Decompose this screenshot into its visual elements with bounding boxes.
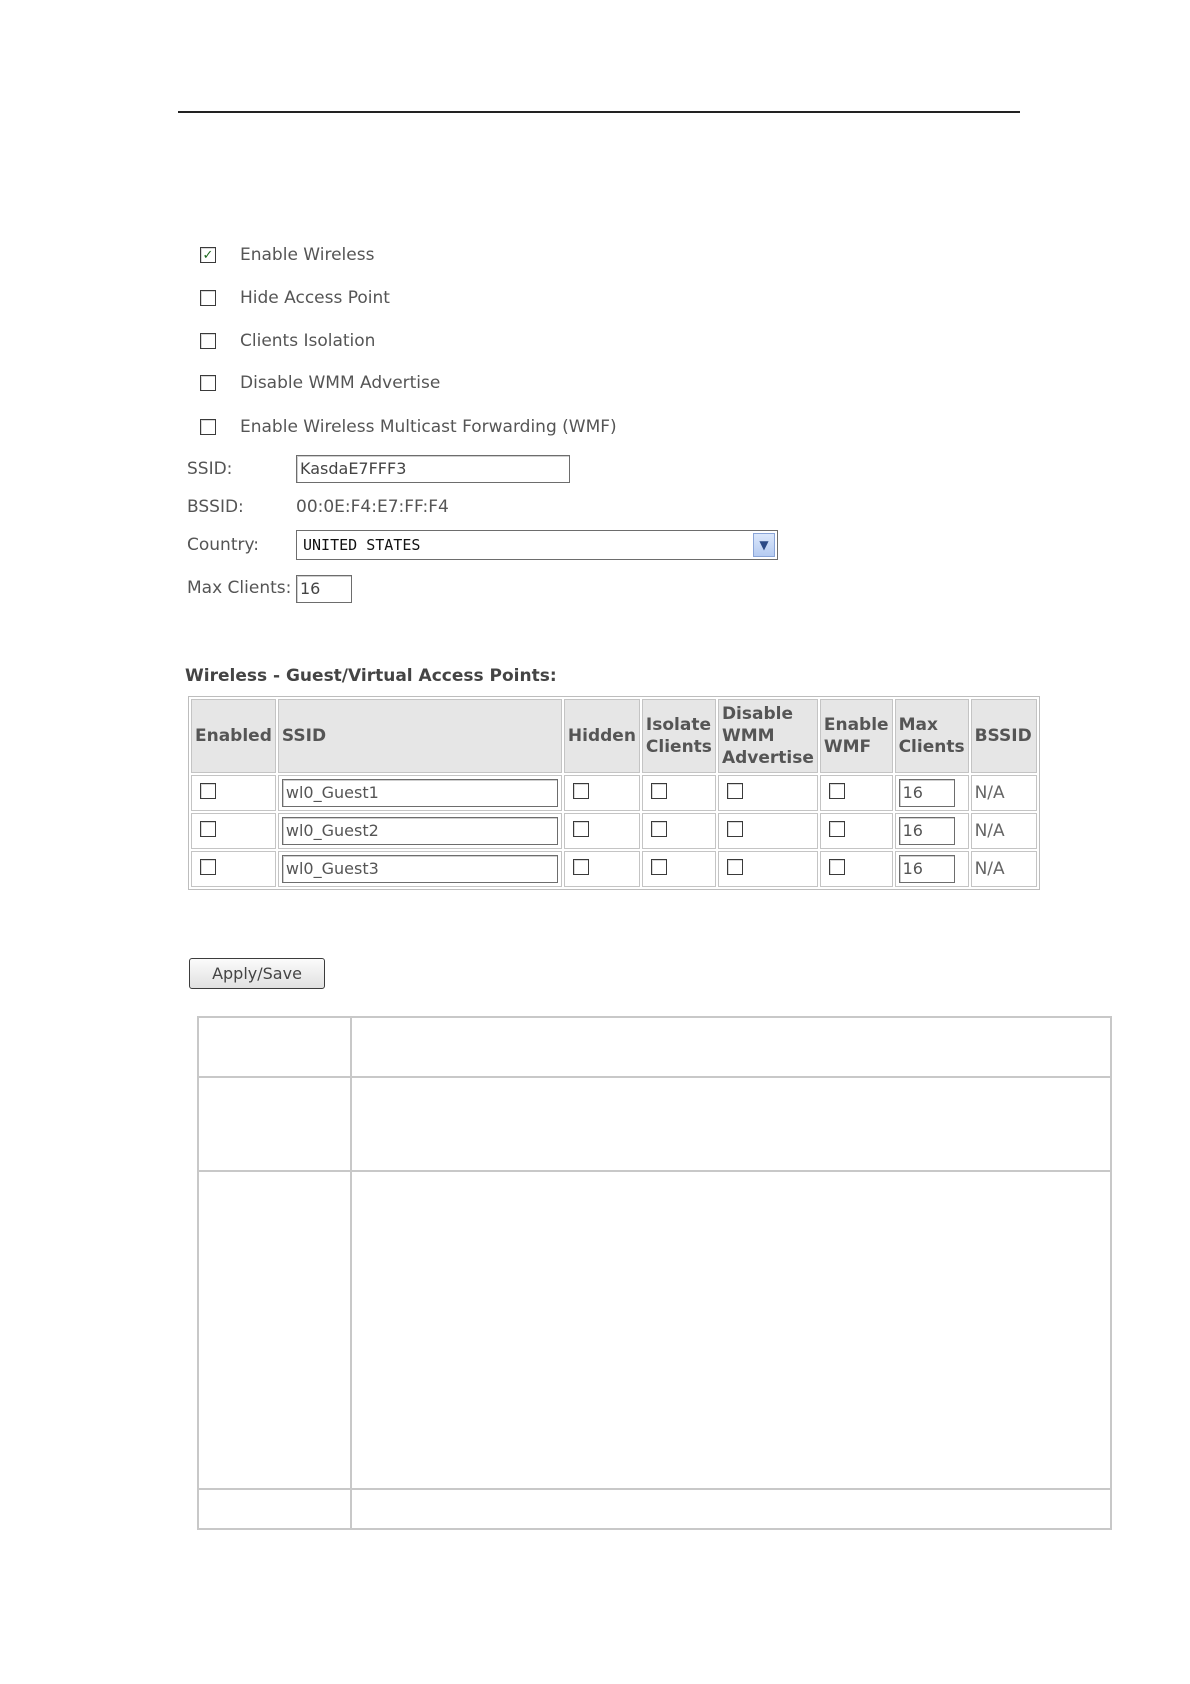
option-label: Clients Isolation: [240, 331, 376, 351]
guest-isolate-checkbox[interactable]: [651, 859, 667, 875]
page-header-rule: [178, 111, 1020, 113]
ssid-label: SSID:: [187, 459, 233, 479]
description-row: [199, 1170, 1110, 1490]
guest-bssid: N/A: [971, 813, 1037, 849]
guest-ap-table: [188, 696, 1040, 890]
description-column-divider: [350, 1018, 352, 1528]
guest-enabled-checkbox[interactable]: [200, 821, 216, 837]
checkbox-hide-access-point[interactable]: [200, 290, 216, 306]
guest-max-clients-input[interactable]: 16: [899, 817, 955, 845]
option-enable-wireless[interactable]: [200, 244, 374, 266]
description-row: [199, 1076, 1110, 1172]
table-row: [191, 775, 1037, 811]
country-select[interactable]: [296, 530, 778, 560]
header-enabled: Enabled: [191, 699, 276, 773]
ssid-input[interactable]: KasdaE7FFF3: [296, 455, 570, 483]
guest-max-clients-input[interactable]: 16: [899, 855, 955, 883]
guest-ssid-input[interactable]: wl0_Guest1: [282, 779, 558, 807]
chevron-down-icon[interactable]: ▼: [753, 533, 775, 557]
guest-hidden-checkbox[interactable]: [573, 783, 589, 799]
guest-isolate-checkbox[interactable]: [651, 783, 667, 799]
guest-enabled-checkbox[interactable]: [200, 859, 216, 875]
guest-isolate-checkbox[interactable]: [651, 821, 667, 837]
guest-hidden-checkbox[interactable]: [573, 821, 589, 837]
header-isolate-clients: Isolate Clients: [642, 699, 716, 773]
country-selected-value: UNITED STATES: [303, 536, 421, 554]
guest-enable-wmf-checkbox[interactable]: [829, 821, 845, 837]
header-max-clients: Max Clients: [895, 699, 969, 773]
max-clients-label: Max Clients:: [187, 578, 292, 598]
option-enable-wmf[interactable]: [200, 416, 617, 438]
guest-ssid-input[interactable]: wl0_Guest3: [282, 855, 558, 883]
header-hidden: Hidden: [564, 699, 640, 773]
apply-save-button[interactable]: Apply/Save: [189, 958, 325, 989]
checkmark-icon: ✓: [202, 247, 214, 263]
option-label: Enable Wireless: [240, 245, 375, 265]
checkbox-enable-wireless[interactable]: [200, 247, 216, 263]
checkbox-enable-wmf[interactable]: [200, 419, 216, 435]
guest-enabled-checkbox[interactable]: [200, 783, 216, 799]
header-disable-wmm: Disable WMM Advertise: [718, 699, 818, 773]
option-label: Disable WMM Advertise: [240, 373, 441, 393]
checkbox-clients-isolation[interactable]: [200, 333, 216, 349]
option-hide-access-point[interactable]: [200, 287, 390, 309]
guest-section-title: Wireless - Guest/Virtual Access Points:: [185, 666, 557, 686]
max-clients-input[interactable]: 16: [296, 575, 352, 603]
option-label: Enable Wireless Multicast Forwarding (WMF): [240, 417, 617, 437]
guest-hidden-checkbox[interactable]: [573, 859, 589, 875]
header-enable-wmf: Enable WMF: [820, 699, 893, 773]
table-row: [191, 851, 1037, 887]
guest-bssid: N/A: [971, 775, 1037, 811]
guest-enable-wmf-checkbox[interactable]: [829, 859, 845, 875]
header-ssid: SSID: [278, 699, 562, 773]
guest-max-clients-input[interactable]: 16: [899, 779, 955, 807]
table-row: [191, 813, 1037, 849]
description-table: [197, 1016, 1112, 1530]
guest-disable-wmm-checkbox[interactable]: [727, 783, 743, 799]
guest-disable-wmm-checkbox[interactable]: [727, 859, 743, 875]
bssid-label: BSSID:: [187, 497, 244, 517]
guest-ssid-input[interactable]: wl0_Guest2: [282, 817, 558, 845]
option-disable-wmm[interactable]: [200, 372, 440, 394]
guest-enable-wmf-checkbox[interactable]: [829, 783, 845, 799]
option-label: Hide Access Point: [240, 288, 390, 308]
bssid-value: 00:0E:F4:E7:FF:F4: [296, 497, 449, 517]
checkbox-disable-wmm[interactable]: [200, 375, 216, 391]
option-clients-isolation[interactable]: [200, 330, 375, 352]
country-label: Country:: [187, 535, 260, 555]
guest-disable-wmm-checkbox[interactable]: [727, 821, 743, 837]
header-bssid: BSSID: [971, 699, 1037, 773]
description-row: [199, 1018, 1110, 1078]
guest-bssid: N/A: [971, 851, 1037, 887]
